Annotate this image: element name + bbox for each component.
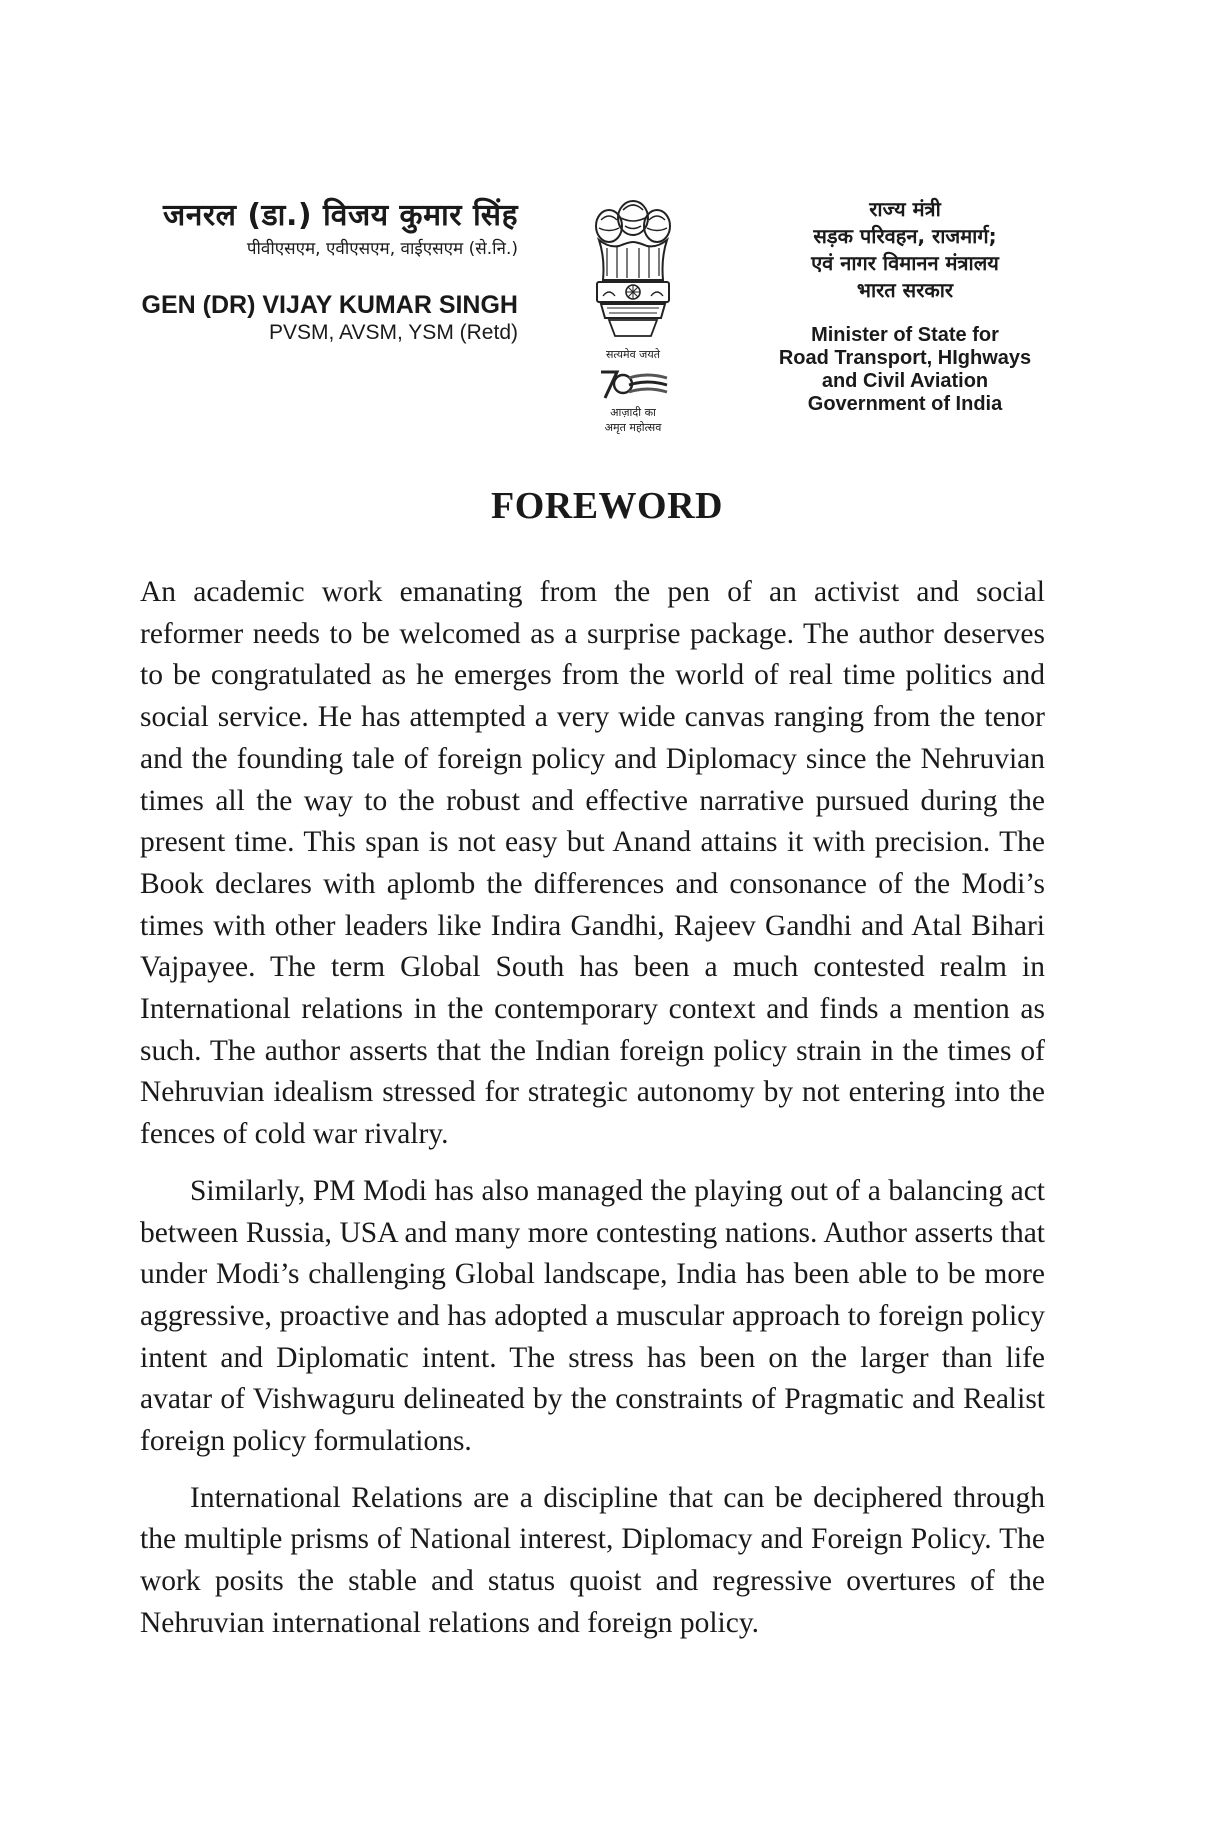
page-title: FOREWORD [491,485,723,527]
designation-english-line: and Civil Aviation [821,370,989,392]
letterhead-right [740,196,1070,416]
designation-hindi-line: राज्य मंत्री [869,197,941,221]
azadi-ka-amrit-mahotsav-logo-icon [593,368,673,404]
designation-english-line: Minister of State for [811,324,999,346]
emblem-motto: सत्यमेव जयते [605,348,660,361]
designation-english-line: Road Transport, HIghways [778,347,1032,369]
designation-english-line: Government of India [807,393,1003,415]
paragraph: Similarly, PM Modi has also managed the playing out of a balancing act between Russia, USA and many more contesting nations. Author asserts that under Modi’s challenging Global landscape, India has been able to be more aggressive, proactive and has adopted a muscular approach to foreign policy intent and Diplomatic intent. The stress has been on the larger than life avatar of Vishwaguru delineated by the constraints of Pragmatic and Realist foreign policy formulations. [140,1174,1045,1458]
letterhead-emblem [578,196,688,436]
azadi-text-line2: अमृत महोत्सव [604,421,662,434]
honours-english: PVSM, AVSM, YSM (Retd) [269,321,518,344]
name-hindi: जनरल (डा.) विजय कुमार सिंह [162,198,518,233]
designation-hindi-line: एवं नागर विमानन मंत्रालय [811,251,999,275]
designation-english [740,324,1070,416]
designation-hindi-line: सड़क परिवहन, राजमार्ग; [813,224,997,248]
honours-hindi: पीवीएसएम, एवीएसएम, वाईएसएम (से.नि.) [246,239,518,259]
national-emblem-icon [587,196,679,344]
paragraph: International Relations are a discipline that can be deciphered through the multiple prisms of National interest, Diplomacy and Foreign Policy. The work posits the stable and status quoist and regressive overtures of the Nehruvian international relations and foreign policy. [140,1481,1045,1639]
foreword-body [140,572,1045,1660]
paragraph: An academic work emanating from the pen of an activist and social reformer needs to be welcomed as a surprise package. The author deserves to be congratulated as he emerges from the world of real time politics and social service. He has attempted a very wide canvas ranging from the tenor and the founding tale of foreign policy and Diplomacy since the Nehruvian times all the way to the robust and effective narrative pursued during the present time. This span is not easy but Anand attains it with precision. The Book declares with aplomb the differences and consonance of the Modi’s times with other leaders like Indira Gandhi, Rajeev Gandhi and Atal Bihari Vajpayee. The term Global South has been a much contested realm in International relations in the contemporary context and finds a mention as such. The author asserts that the Indian foreign policy strain in the times of Nehruvian idealism stressed for strategic autonomy by not entering into the fences of cold war rivalry. [140,576,1045,1151]
name-english: GEN (DR) VIJAY KUMAR SINGH [141,291,518,319]
letterhead-left [118,196,518,346]
designation-hindi-line: भारत सरकार [856,278,954,302]
azadi-text-line1: आज़ादी का [610,406,656,419]
